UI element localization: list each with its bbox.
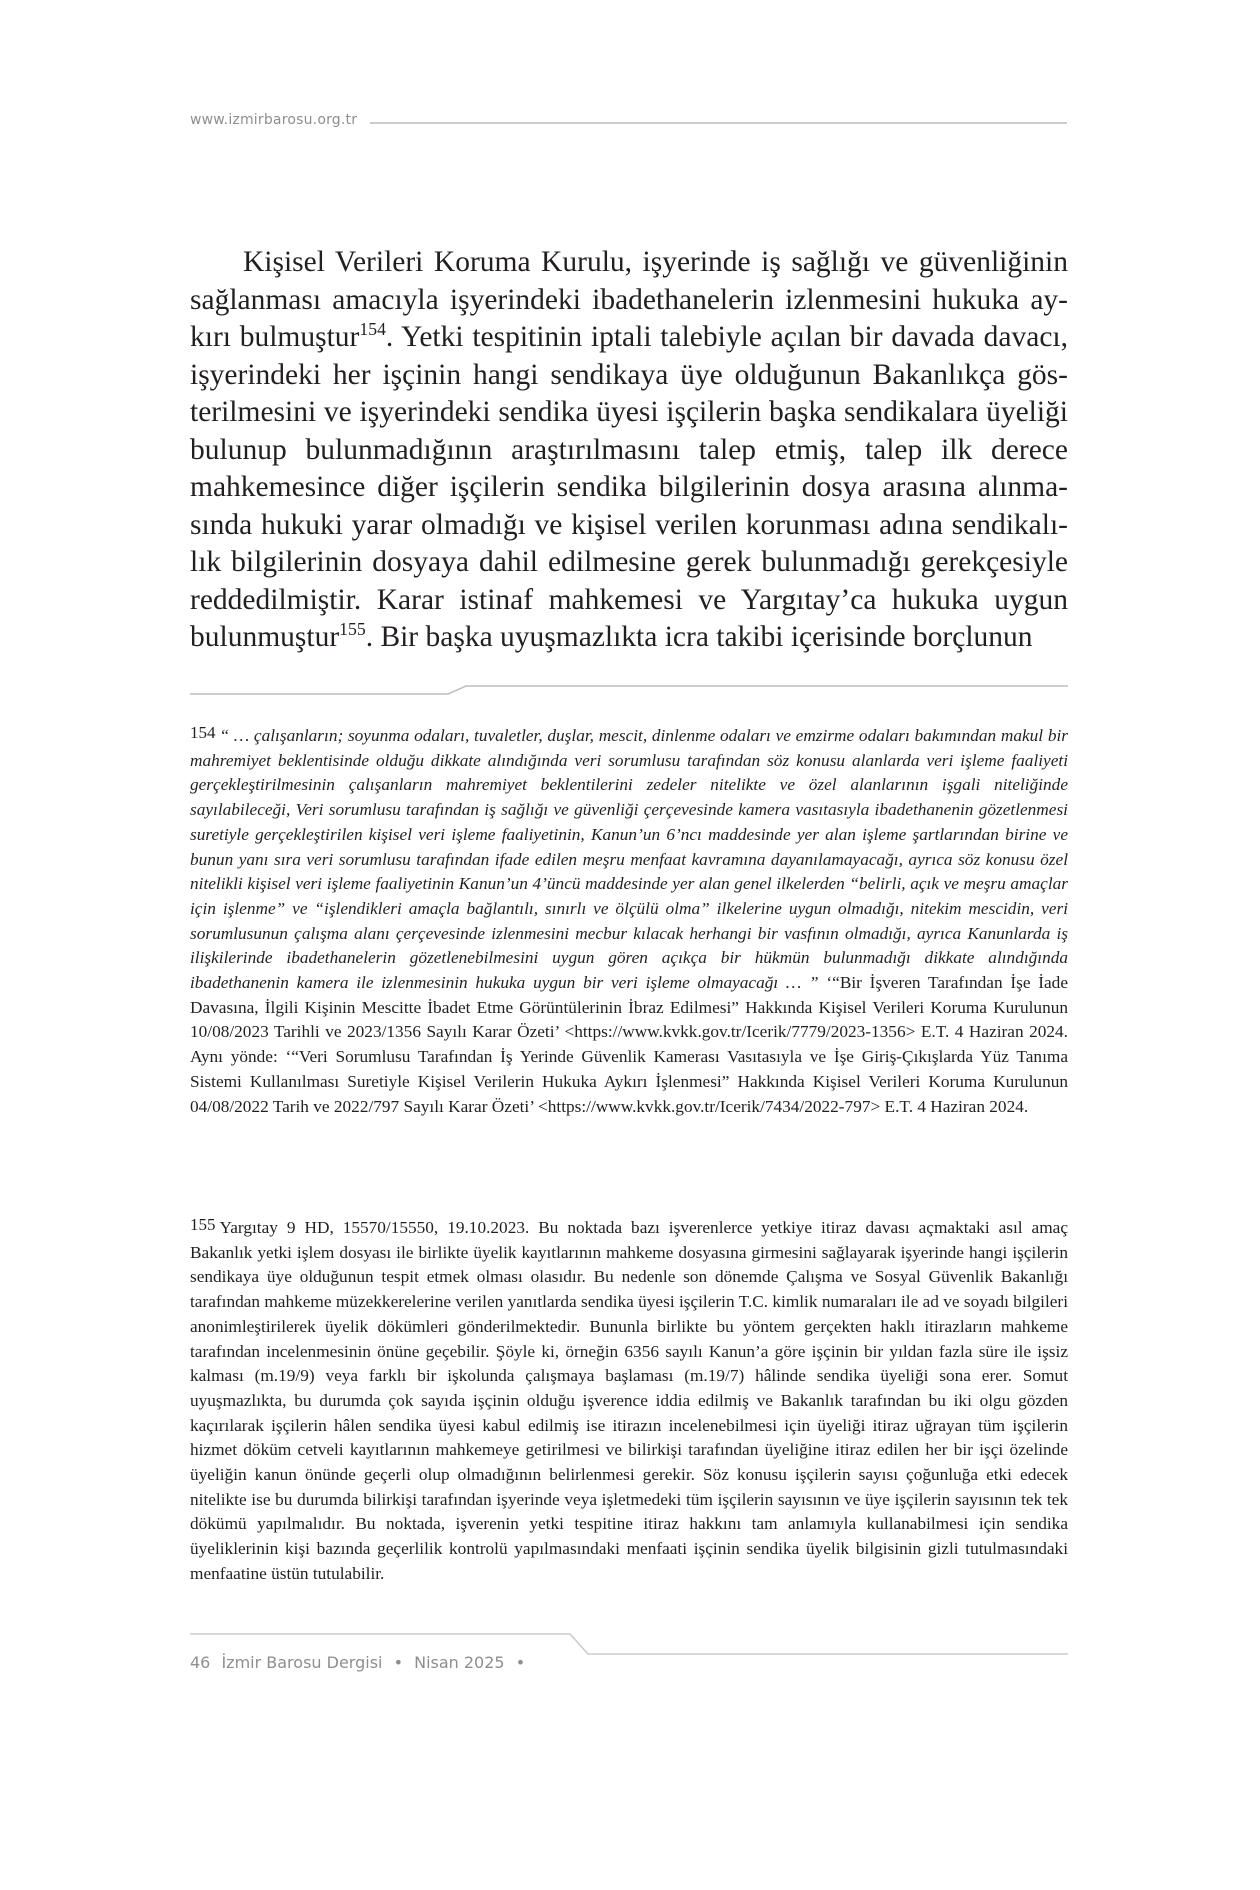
header-rule (370, 122, 1067, 124)
footnote-ref-154[interactable]: 154 (359, 319, 386, 340)
main-text-part-2: . Yetki tespitinin iptali talebiyle açılan bir davada davacı, işyerindeki her işçinin hangi sendikaya üye olduğunun Bakanlıkça gösterilmesini ve işyerindeki sendika üyesi işçilerin başka sendikalara üyeliği bulunup bulunmadığının araştırılmasını talep etmiş, talep ilk derece mahkemesince diğer işçilerin sendika bilgilerinin dosya arasına alınmasında hukuki yarar olmadığı ve kişisel verilen korunması adına sendikalılık bilgilerinin dosyaya dahil edilmesine gerek bulunmadığı gerekçesiyle reddedilmiştir. Karar istinaf mahkemesi ve Yargıtay’ca hukuka uygun bulunmuştur (190, 321, 1068, 653)
footer-journal-title: İzmir Barosu Dergisi (221, 1653, 383, 1672)
footnote-number-154: 154 (190, 723, 216, 742)
footnote-154-citation: ‘“Bir İşveren Tarafından İşe İade Davasına, İlgili Kişinin Mescitte İbadet Etme Görüntülerinin İbraz Edilmesi” Hakkında Kişisel Verileri Koruma Kurulunun 10/08/2023 Tarihli ve 2023/1356 Sayılı Karar Özeti’ <https://www.kvkk.gov.tr/Icerik/7779/2023-1356> E.T. 4 Haziran 2024. Aynı yönde: ‘“Veri Sorumlusu Tarafından İş Yerinde Güvenlik Kamerası Vasıtasıyla ve İşe Giriş-Çıkışlarda Yüz Tanıma Sistemi Kullanılması Suretiyle Kişisel Verilerin Hukuka Aykırı İşlenmesi” Hakkında Kişisel Verileri Koruma Kurulunun 04/08/2022 Tarih ve 2022/797 Sayılı Karar Özeti’ <https://www.kvkk.gov.tr/Icerik/7434/2022-797> E.T. 4 Haziran 2024. (190, 973, 1068, 1116)
main-text-part-3: . Bir başka uyuşmazlıkta icra takibi içerisinde borçlunun (365, 621, 1033, 653)
main-paragraph (190, 244, 1068, 657)
main-text-part-1: Kişisel Verileri Koruma Kurulu, işyerinde iş sağlığı ve güvenliğinin sağlanması amacıyla işyerindeki ibadethanelerin izlenmesini hukuka aykırı bulmuştur (190, 246, 1068, 353)
footnote-155-text: Yargıtay 9 HD, 15570/15550, 19.10.2023. Bu noktada bazı işverenlerce yetkiye itiraz davası açmaktaki asıl amaç Bakanlık yetki işlem dosyası ile birlikte üyelik kayıtlarının mahkeme dosyasına girmesini sağlayarak işyerinde hangi işçilerin sendikaya üye olduğunun tespit etmek olması olasıdır. Bu nedenle son dönemde Çalışma ve Sosyal Güvenlik Bakanlığı tarafından mahkeme müzekkerelerine verilen yanıtlarda sendika üyesi işçilerin T.C. kimlik numaraları ile ad ve soyadı bilgileri anonimleştirilerek üyelik dökümleri gönderilmektedir. Bununla birlikte bu yöntem gerçekten haklı itirazların mahkeme tarafından incelenmesinin önüne geçebilir. Şöyle ki, örneğin 6356 sayılı Kanun’a göre işçinin bir yıldan fazla süre ile işsiz kalması (m.19/9) veya farklı bir işkolunda çalışmaya başlaması (m.19/7) hâlinde sendika üyeliği sona erer. Somut uyuşmazlıkta, bu durumda çok sayıda işçinin olduğu işverence iddia edilmiş ve Bakanlık tarafından bu iki olgu gözden kaçırılarak işçilerin hâlen sendika üyesi kabul edilmiş ise itirazın incelenebilmesi için üyeliği itiraz uğrayan tüm işçilerin hizmet döküm cetveli kayıtlarının mahkemeye getirilmesi ve bilirkişi tarafından üyeliğine itiraz edilen her bir işçi özelinde üyeliğin kanun önünde geçerli olup olmadığının belirlenmesi gerekir. Söz konusu işçilerin sayısı çoğunluğa etki edecek nitelikte ise bu durumda bilirkişi tarafından işyerinde veya işletmedeki tüm işçilerin sayısının ve üye işçilerin sayısının tek tek dökümü yapılmalıdır. Bu noktada, işverenin yetki tespitine itiraz hakkını tam anlamıyla kullanabilmesi için sendika üyeliklerinin kişi bazında geçerlilik kontrolü yapılmasındaki menfaati işçinin sendika üyelik bilgisinin gizli tutulmasındaki menfaatine üstün tutulabilir. (190, 1218, 1068, 1583)
footer-page-number: 46 (190, 1653, 211, 1672)
footer-bullet-2: • (515, 1653, 526, 1672)
footer-issue: Nisan 2025 (414, 1653, 505, 1672)
footnote-154 (190, 724, 1068, 1119)
footnote-number-155: 155 (190, 1215, 216, 1234)
footer-bullet-1: • (393, 1653, 403, 1672)
footnote-separator (190, 684, 1068, 704)
header-website-url: www.izmirbarosu.org.tr (190, 112, 358, 128)
footnote-ref-155[interactable]: 155 (339, 619, 366, 640)
footer (190, 1653, 531, 1672)
footnote-155 (190, 1216, 1068, 1587)
footnote-154-quote: “ … çalışanların; soyunma odaları, tuvaletler, duşlar, mescit, dinlenme odaları ve emzirme odaları bakımından makul bir mahremiyet beklentisinde olduğu dikkate alındığında veri sorumlusu tarafından söz konusu alanlarda veri işleme faaliyeti gerçekleştirilmesinin çalışanların mahremiyet beklentilerini zedeler nitelikte ve özel alanlarının işgali niteliğinde sayılabileceği, Veri sorumlusu tarafından iş sağlığı ve güvenliği çerçevesinde kamera vasıtasıyla ibadethanenin gözetlenmesi suretiyle gerçekleştirilen kişisel veri işleme faaliyetinin, Kanun’un 6’ncı maddesinde yer alan işleme şartlarından birine ve bunun yanı sıra veri sorumlusu tarafından ifade edilen meşru menfaat kavramına dayanılamayacağı, ayrıca söz konusu özel nitelikli kişisel veri işleme faaliyetinin Kanun’un 4’üncü maddesinde yer alan genel ilkelerden “belirli, açık ve meşru amaçlar için işlenme” ve “işlendikleri amaçla bağlantılı, sınırlı ve ölçülü olma” ilkelerine uygun olmadığı, nitekim mescidin, veri sorumlusunun çalışma alanı çerçevesinde izlenmesini mecbur kılacak herhangi bir vasfının olmadığı, ayrıca Kanunlarda iş ilişkilerinde ibadethanelerin gözetlenebilmesini uygun gören açıkça bir hükmün bulunmadığı dikkate alındığında ibadethanenin kamera ile izlenmesinin hukuka uygun bir veri işleme olmayacağı … ” (190, 726, 1068, 993)
